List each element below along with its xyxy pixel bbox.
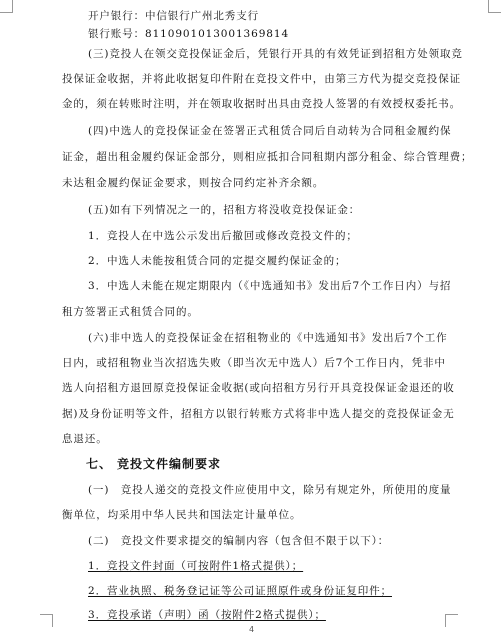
para3-line1: (三)竞投人在领交竞投保证金后，凭银行开具的有效凭证到招租方处领取竞 [88, 48, 463, 60]
para4-line2: 证金，超出租金履约保证金部分，则相应抵扣合同租期内部分租金、综合管理费； [62, 151, 473, 163]
section7-title: 竞投文件编制要求 [117, 457, 222, 471]
para6-line2: 日内，或招租物业当次招选失败（即当次无中选人）后7个工作日内，凭非中 [62, 357, 446, 369]
crop-mark-top-right [488, 0, 501, 13]
page-number: 4 [248, 625, 255, 634]
s7-para2-intro: (二) 竞投文件要求提交的编制内容（包含但不限于以下）： [88, 535, 390, 547]
s7-item2: 2．营业执照、税务登记证等公司证照原件或身份证复印件； [88, 585, 392, 597]
para5-item3: 3．中选人未能在规定期限内（《中选通知书》发出后7个工作日内）与招 [88, 280, 452, 292]
bank-account-line: 银行账号：8110901013001369814 [88, 28, 290, 40]
section7-number: 七、 [86, 457, 113, 471]
para5-item1: 1．竞投人在中选公示发出后撤回或修改竞投文件的； [88, 230, 358, 242]
para6-line1: (六)非中选人的竞投保证金在招租物业的《中选通知书》发出后7个工作 [88, 332, 448, 344]
para6-line5: 息退还。 [62, 433, 108, 445]
crop-mark-top-left [0, 0, 13, 13]
s7-para1-line1: (一) 竞投人递交的竞投文件应使用中文，除另有规定外，所使用的度量 [88, 484, 452, 496]
para4-line3: 未达租金履约保证金要求，则按合同约定补齐余额。 [62, 177, 325, 189]
para5-item2: 2．中选人未能按租赁合同的定提交履约保证金的； [88, 255, 347, 267]
s7-para1-line2: 衡单位，均采用中华人民共和国法定计量单位。 [62, 509, 302, 521]
para6-line4: 据)及身份证明等文件，招租方以银行转账方式将非中选人提交的竞投保证金无 [62, 408, 455, 420]
s7-item1: 1．竞投文件封面（可按附件1格式提供）； [88, 560, 304, 572]
para5-intro: (五)如有下列情况之一的，招租方将没收竞投保证金： [88, 204, 361, 216]
para3-line2: 投保证金收据，并将此收据复印件附在竞投文件中，由第三方代为提交竞投保证 [62, 73, 461, 85]
para5-item3-cont: 租方签署正式租赁合同的。 [62, 306, 199, 318]
para6-line3: 选人向招租方退回原竞投保证金收据(或向招租方另行开具竞投保证金退还的收 [62, 382, 455, 394]
para4-line1: (四)中选人的竞投保证金在签署正式租赁合同后自动转为合同租金履约保 [88, 125, 452, 137]
para3-line3: 金的，须在转账时注明，并在领取收据时出具由竞投人签署的有效授权委托书。 [62, 98, 461, 110]
s7-item3: 3．竞投承诺（声明）函（按附件2格式提供）； [88, 609, 326, 621]
bank-name-line: 开户银行：中信银行广州北秀支行 [88, 10, 259, 22]
